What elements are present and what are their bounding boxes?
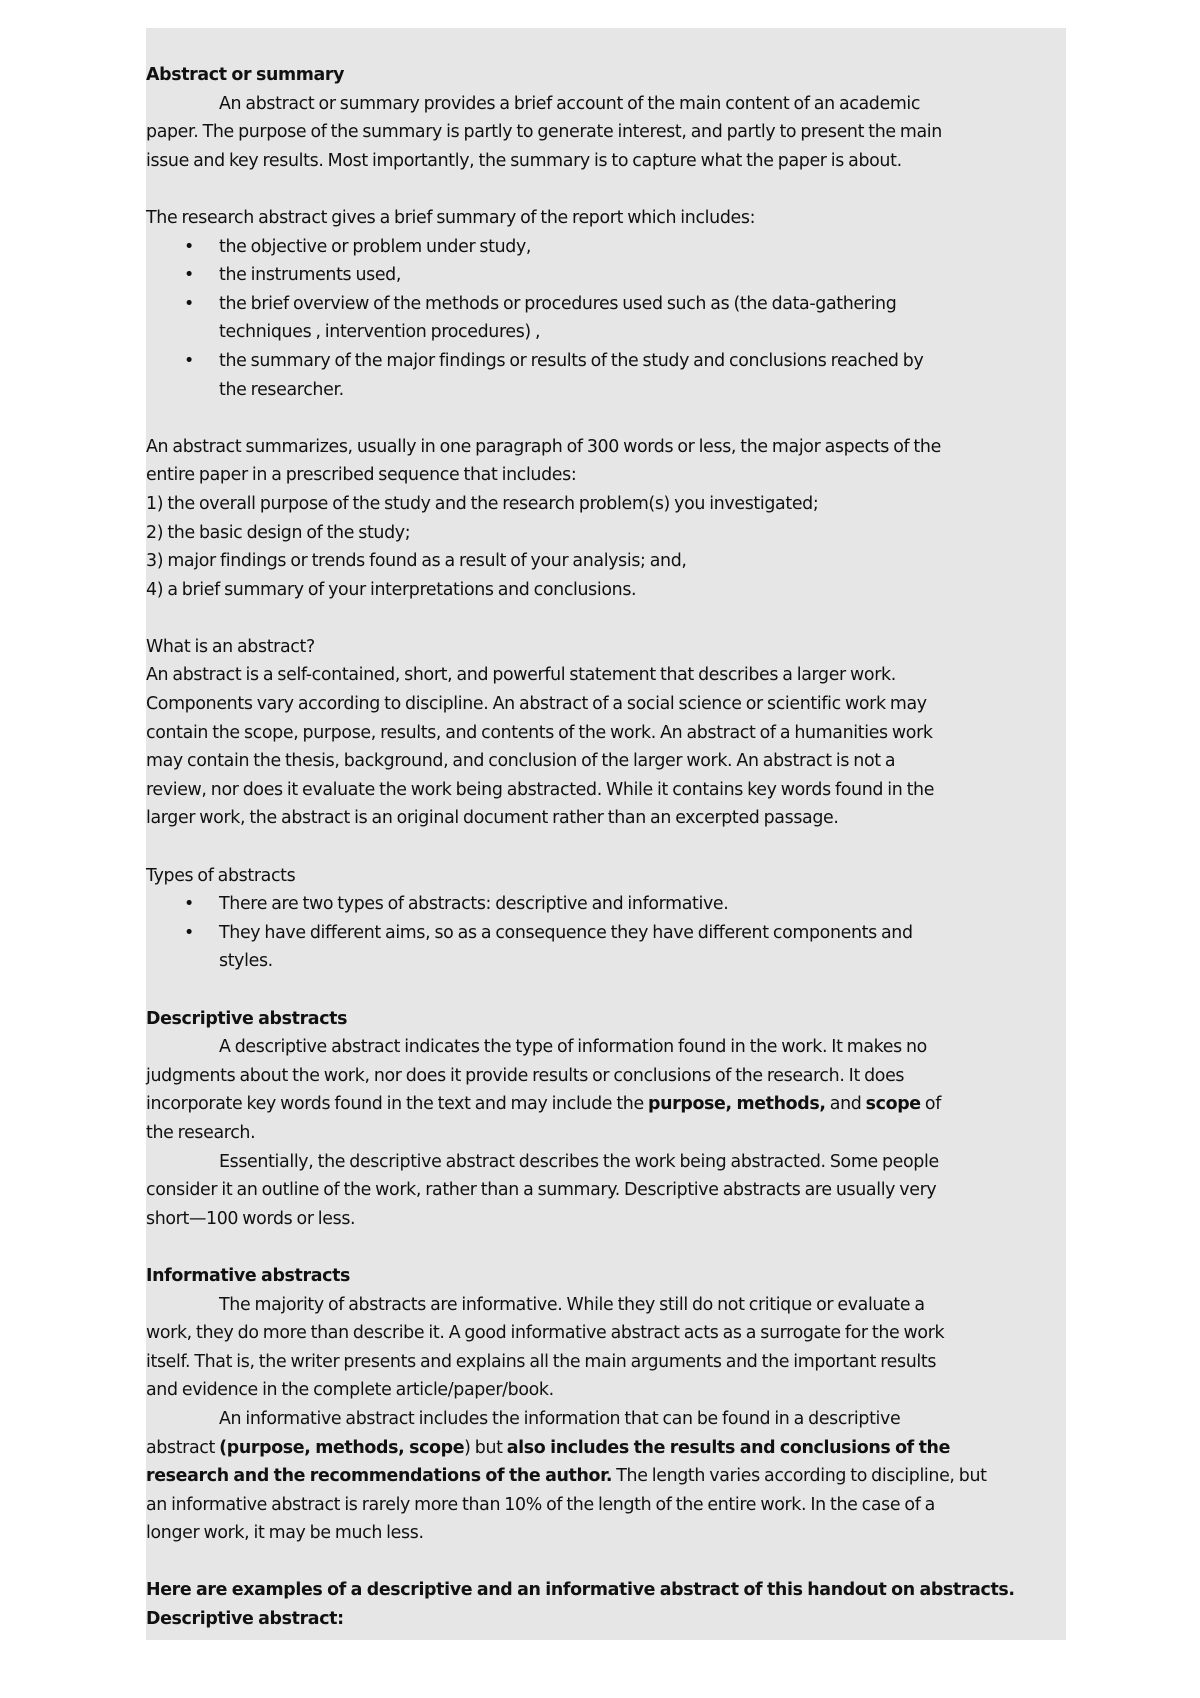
bullet-item-continued: styles. (219, 951, 273, 972)
bold-text-run: purpose, methods, (647, 1094, 826, 1115)
heading-descriptive-abstracts: Descriptive abstracts (146, 1008, 348, 1029)
paragraph-line: The majority of abstracts are informative. While they still do not critique or evaluate a (219, 1294, 925, 1315)
bold-text-run: also includes the results and conclusions of the (506, 1437, 951, 1458)
subheading-types-of-abstracts: Types of abstracts (146, 865, 296, 886)
text-run: abstract (146, 1437, 220, 1458)
paragraph-line: The research abstract gives a brief summary of the report which includes: (146, 207, 756, 228)
bullet-item: • the brief overview of the methods or procedures used such as (the data-gathering (146, 290, 1066, 319)
paragraph-line: an informative abstract is rarely more than 10% of the length of the entire work. In the case of a (146, 1494, 935, 1515)
text-run: incorporate key words found in the text and may include the (146, 1094, 648, 1115)
text-run: The length varies according to discipline, but (612, 1466, 987, 1487)
heading-abstract-or-summary: Abstract or summary (146, 65, 345, 85)
paragraph-line (146, 1434, 1066, 1463)
bullet-item-continued: techniques , intervention procedures) , (219, 322, 541, 343)
paragraph-line: review, nor does it evaluate the work being abstracted. While it contains key words found in the (146, 779, 935, 800)
list-item: 4) a brief summary of your interpretations and conclusions. (146, 579, 637, 600)
paragraph-line: may contain the thesis, background, and conclusion of the larger work. An abstract is not a (146, 751, 896, 772)
bold-text-run: research and the recommendations of the author. (146, 1466, 613, 1487)
text-run: and (825, 1094, 866, 1115)
paragraph-line: itself. That is, the writer presents and explains all the main arguments and the important results (146, 1351, 937, 1372)
paragraph-line: Essentially, the descriptive abstract describes the work being abstracted. Some people (219, 1151, 939, 1172)
text-run: ) but (464, 1437, 507, 1458)
bold-text-run: scope (865, 1094, 921, 1115)
paragraph-line: short—100 words or less. (146, 1208, 356, 1229)
paragraph-line (146, 1462, 1066, 1491)
bold-text-run: (purpose, methods, scope (219, 1437, 465, 1458)
bullet-item: • the objective or problem under study, (146, 233, 1066, 262)
paragraph-line: An abstract or summary provides a brief account of the main content of an academic (219, 93, 921, 114)
paragraph-line: contain the scope, purpose, results, and contents of the work. An abstract of a humanities work (146, 722, 933, 743)
bullet-item: • the summary of the major findings or results of the study and conclusions reached by (146, 347, 1066, 376)
paragraph-line: entire paper in a prescribed sequence that includes: (146, 465, 577, 486)
spacer (146, 1548, 1066, 1577)
paragraph-line: paper. The purpose of the summary is partly to generate interest, and partly to present the main (146, 122, 942, 143)
spacer (146, 833, 1066, 862)
document-body (146, 61, 1066, 1634)
spacer (146, 976, 1066, 1005)
spacer (146, 404, 1066, 433)
heading-informative-abstracts: Informative abstracts (146, 1265, 351, 1286)
text-run: of (920, 1094, 941, 1115)
subheading-what-is-an-abstract: What is an abstract? (146, 636, 315, 657)
spacer (146, 1233, 1066, 1262)
paragraph-line: and evidence in the complete article/paper/book. (146, 1380, 554, 1401)
paragraph-line: the research. (146, 1122, 256, 1143)
paragraph-line: consider it an outline of the work, rather than a summary. Descriptive abstracts are usually very (146, 1180, 937, 1201)
paragraph-line: longer work, it may be much less. (146, 1523, 424, 1544)
paragraph-line: A descriptive abstract indicates the type of information found in the work. It makes no (219, 1037, 927, 1058)
document-page (146, 28, 1066, 1640)
spacer (146, 604, 1066, 633)
examples-intro: Here are examples of a descriptive and an informative abstract of this handout on abstracts. (146, 1580, 1015, 1601)
paragraph-line: judgments about the work, nor does it provide results or conclusions of the research. It does (146, 1065, 905, 1086)
bullet-item-continued: the researcher. (219, 379, 344, 400)
list-item: 1) the overall purpose of the study and the research problem(s) you investigated; (146, 493, 819, 514)
spacer (146, 175, 1066, 204)
paragraph-line (146, 1090, 1066, 1119)
paragraph-line: An abstract summarizes, usually in one paragraph of 300 words or less, the major aspects of the (146, 436, 941, 457)
paragraph-line: Components vary according to discipline. An abstract of a social science or scientific work may (146, 694, 927, 715)
bullet-item: • the instruments used, (146, 261, 1066, 290)
bullet-item: • They have different aims, so as a consequence they have different components and (146, 919, 1066, 948)
bullet-item: • There are two types of abstracts: descriptive and informative. (146, 890, 1066, 919)
heading-descriptive-abstract-example: Descriptive abstract: (146, 1609, 344, 1630)
paragraph-line: larger work, the abstract is an original document rather than an excerpted passage. (146, 808, 839, 829)
list-item: 3) major findings or trends found as a result of your analysis; and, (146, 551, 687, 572)
paragraph-line: An informative abstract includes the information that can be found in a descriptive (219, 1408, 901, 1429)
paragraph-line: issue and key results. Most importantly, the summary is to capture what the paper is about. (146, 150, 902, 171)
paragraph-line: work, they do more than describe it. A good informative abstract acts as a surrogate for the work (146, 1323, 945, 1344)
list-item: 2) the basic design of the study; (146, 522, 411, 543)
paragraph-line: An abstract is a self-contained, short, and powerful statement that describes a larger work. (146, 665, 896, 686)
